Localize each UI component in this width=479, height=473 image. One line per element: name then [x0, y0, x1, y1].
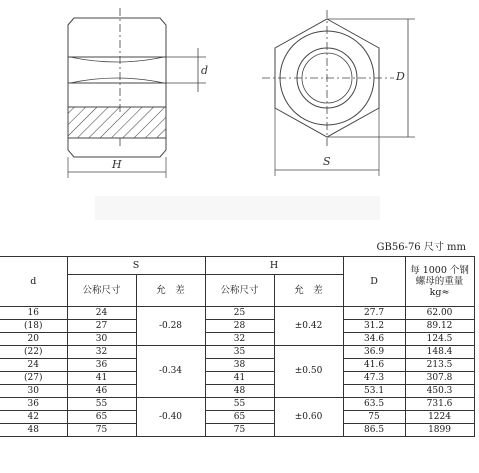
cell-big-d: 53.1: [343, 385, 405, 398]
cell-weight: 148.4: [405, 346, 474, 359]
cell-h: 48: [205, 385, 274, 398]
table-caption: GB56-76 尺寸 mm: [376, 242, 466, 253]
cell-d: 20: [0, 333, 67, 346]
cell-big-d: 36.9: [343, 346, 405, 359]
cell-d: 42: [0, 411, 67, 424]
cell-s: 65: [67, 411, 136, 424]
cell-weight: 1899: [405, 424, 474, 437]
table-row: [0, 320, 474, 333]
cell-big-d: 86.5: [343, 424, 405, 437]
label-h: H: [112, 158, 122, 171]
header-weight-line2: 螺母的重量: [415, 276, 464, 287]
cell-weight: 307.8: [405, 372, 474, 385]
cell-d: 48: [0, 424, 67, 437]
cell-s: 41: [67, 372, 136, 385]
table-row: [0, 346, 474, 359]
cell-s-tolerance: -0.28: [136, 307, 205, 346]
header-weight: [405, 257, 474, 307]
cell-d: (27): [0, 372, 67, 385]
cell-s-tolerance: -0.40: [136, 398, 205, 437]
table-row: [0, 359, 474, 372]
cell-s: 75: [67, 424, 136, 437]
cell-d: 36: [0, 398, 67, 411]
header-d: d: [0, 257, 67, 307]
cell-weight: 213.5: [405, 359, 474, 372]
table-row: [0, 372, 474, 385]
cell-d: 30: [0, 385, 67, 398]
cell-s: 27: [67, 320, 136, 333]
hatched-section: [68, 107, 166, 138]
cell-h: 32: [205, 333, 274, 346]
header-s-nominal: 公称尺寸: [67, 275, 136, 307]
header-h: H: [205, 257, 343, 275]
cell-d: (22): [0, 346, 67, 359]
cell-d: (18): [0, 320, 67, 333]
cell-weight: 89.12: [405, 320, 474, 333]
table-row: [0, 385, 474, 398]
cell-big-d: 34.6: [343, 333, 405, 346]
cell-h: 55: [205, 398, 274, 411]
cell-h: 28: [205, 320, 274, 333]
cell-s: 55: [67, 398, 136, 411]
cell-h-tolerance: ±0.42: [274, 307, 343, 346]
cell-h: 25: [205, 307, 274, 320]
nut-front-view: [262, 10, 415, 176]
cell-h: 35: [205, 346, 274, 359]
cell-s-tolerance: -0.34: [136, 346, 205, 398]
cell-d: 24: [0, 359, 67, 372]
cell-s: 30: [67, 333, 136, 346]
table-row: [0, 398, 474, 411]
cell-s: 36: [67, 359, 136, 372]
table-row: [0, 307, 474, 320]
dimensions-table: [0, 256, 475, 437]
cell-h-tolerance: ±0.50: [274, 346, 343, 398]
table-row: [0, 411, 474, 424]
nut-side-view: [68, 8, 209, 178]
cell-s: 24: [67, 307, 136, 320]
cell-weight: 731.6: [405, 398, 474, 411]
cell-weight: 124.5: [405, 333, 474, 346]
header-h-nominal: 公称尺寸: [205, 275, 274, 307]
technical-drawing: [0, 0, 479, 232]
cell-big-d: 27.7: [343, 307, 405, 320]
header-weight-line1: 每 1000 个钢: [410, 265, 469, 276]
cell-big-d: 63.5: [343, 398, 405, 411]
cell-s: 46: [67, 385, 136, 398]
table-row: [0, 333, 474, 346]
header-big-d: D: [343, 257, 405, 307]
header-s: S: [67, 257, 205, 275]
header-weight-unit: kg≈: [429, 287, 450, 298]
header-h-tolerance: 允 差: [274, 275, 343, 307]
cell-s: 32: [67, 346, 136, 359]
cell-weight: 1224: [405, 411, 474, 424]
cell-weight: 450.3: [405, 385, 474, 398]
cell-d: 16: [0, 307, 67, 320]
label-big-d: D: [396, 70, 405, 83]
cell-h-tolerance: ±0.60: [274, 398, 343, 437]
cell-big-d: 31.2: [343, 320, 405, 333]
cell-h: 75: [205, 424, 274, 437]
cell-h: 38: [205, 359, 274, 372]
cell-big-d: 75: [343, 411, 405, 424]
label-s: S: [323, 155, 331, 168]
cell-big-d: 47.3: [343, 372, 405, 385]
cell-big-d: 41.6: [343, 359, 405, 372]
label-d: d: [201, 64, 209, 77]
cell-weight: 62.00: [405, 307, 474, 320]
cell-h: 41: [205, 372, 274, 385]
cell-h: 65: [205, 411, 274, 424]
table-row: [0, 424, 474, 437]
header-s-tolerance: 允 差: [136, 275, 205, 307]
watermark: [95, 196, 380, 220]
